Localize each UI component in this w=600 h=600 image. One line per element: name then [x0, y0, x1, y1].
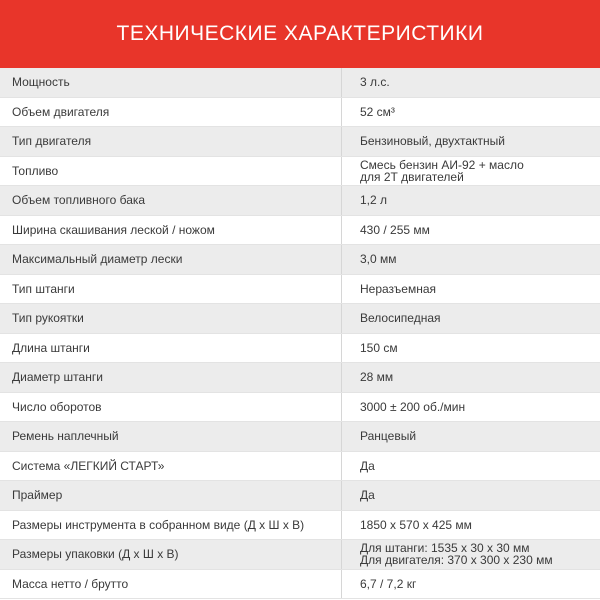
spec-label: Размеры упаковки (Д х Ш х В)	[0, 540, 342, 569]
spec-value: Да	[360, 488, 375, 503]
spec-label: Топливо	[0, 157, 342, 186]
spec-row	[0, 511, 600, 541]
spec-value: 150 см	[360, 340, 398, 355]
spec-row	[0, 570, 600, 600]
spec-row	[0, 334, 600, 364]
page-title: ТЕХНИЧЕСКИЕ ХАРАКТЕРИСТИКИ	[116, 22, 484, 45]
spec-row	[0, 216, 600, 246]
spec-value: Ранцевый	[360, 429, 417, 444]
spec-value: Неразъемная	[360, 281, 437, 296]
spec-value: Велосипедная	[360, 311, 441, 326]
spec-row	[0, 186, 600, 216]
spec-row	[0, 98, 600, 128]
header-banner	[0, 0, 600, 68]
spec-label: Максимальный диаметр лески	[0, 245, 342, 274]
spec-value: 52 см³	[360, 104, 395, 119]
spec-label: Система «ЛЕГКИЙ СТАРТ»	[0, 452, 342, 481]
spec-label: Диаметр штанги	[0, 363, 342, 392]
spec-value: 28 мм	[360, 370, 394, 385]
spec-value: 430 / 255 мм	[360, 222, 430, 237]
spec-value: 3,0 мм	[360, 252, 397, 267]
spec-value: 3000 ± 200 об./мин	[360, 399, 466, 414]
spec-row	[0, 481, 600, 511]
spec-row	[0, 157, 600, 187]
spec-label: Тип двигателя	[0, 127, 342, 156]
spec-label: Праймер	[0, 481, 342, 510]
spec-value: Бензиновый, двухтактный	[360, 134, 505, 149]
spec-value: 1,2 л	[360, 193, 388, 208]
spec-row	[0, 452, 600, 482]
spec-row	[0, 540, 600, 570]
spec-label: Число оборотов	[0, 393, 342, 422]
spec-label: Тип штанги	[0, 275, 342, 304]
spec-value: Смесь бензин АИ-92 + масло для 2Т двигателей	[360, 157, 524, 184]
spec-label: Масса нетто / брутто	[0, 570, 342, 599]
spec-row	[0, 393, 600, 423]
spec-label: Размеры инструмента в собранном виде (Д х Ш х В)	[0, 511, 342, 540]
spec-value: Для штанги: 1535 х 30 х 30 мм Для двигателя: 370 х 300 х 230 мм	[360, 541, 553, 568]
spec-row	[0, 68, 600, 98]
spec-label: Объем топливного бака	[0, 186, 342, 215]
spec-label: Объем двигателя	[0, 98, 342, 127]
spec-row	[0, 245, 600, 275]
spec-label: Тип рукоятки	[0, 304, 342, 333]
spec-table	[0, 68, 600, 599]
spec-value: 1850 х 570 х 425 мм	[360, 517, 472, 532]
spec-label: Ширина скашивания леской / ножом	[0, 216, 342, 245]
spec-row	[0, 304, 600, 334]
spec-row	[0, 363, 600, 393]
spec-row	[0, 127, 600, 157]
spec-value: Да	[360, 458, 375, 473]
spec-label: Длина штанги	[0, 334, 342, 363]
spec-label: Мощность	[0, 68, 342, 97]
spec-value: 3 л.с.	[360, 75, 390, 90]
spec-value: 6,7 / 7,2 кг	[360, 576, 417, 591]
spec-row	[0, 275, 600, 305]
spec-label: Ремень наплечный	[0, 422, 342, 451]
spec-row	[0, 422, 600, 452]
